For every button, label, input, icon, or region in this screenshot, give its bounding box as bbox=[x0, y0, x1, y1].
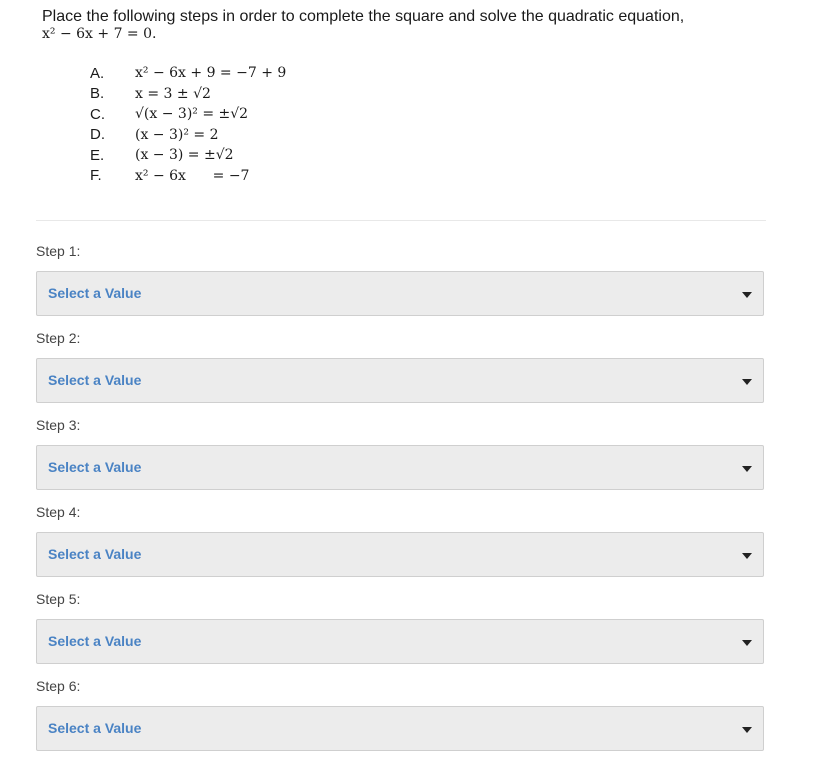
option-b bbox=[90, 84, 286, 105]
option-list bbox=[90, 63, 286, 186]
option-expression: √(x − 3)² = ±√2 bbox=[135, 106, 249, 123]
option-expression: (x − 3)² = 2 bbox=[135, 126, 219, 143]
option-expression: x = 3 ± √2 bbox=[135, 85, 211, 102]
option-letter: F. bbox=[90, 167, 102, 185]
step-6-select[interactable] bbox=[36, 706, 764, 751]
caret-down-icon bbox=[742, 640, 752, 646]
step-2-label: Step 2: bbox=[36, 330, 81, 346]
option-a bbox=[90, 63, 286, 84]
caret-down-icon bbox=[742, 553, 752, 559]
option-e bbox=[90, 145, 286, 166]
step-1-label: Step 1: bbox=[36, 243, 81, 259]
option-letter: D. bbox=[90, 126, 105, 144]
caret-down-icon bbox=[742, 727, 752, 733]
option-letter: A. bbox=[90, 64, 105, 82]
caret-down-icon bbox=[742, 379, 752, 385]
step-4-select[interactable] bbox=[36, 532, 764, 577]
select-value: Select a Value bbox=[48, 459, 142, 475]
step-1-select[interactable] bbox=[36, 271, 764, 316]
question-equation: x² − 6x + 7 = 0. bbox=[42, 26, 157, 42]
option-expression: x² − 6x = −7 bbox=[135, 167, 250, 184]
caret-down-icon bbox=[742, 292, 752, 298]
caret-down-icon bbox=[742, 466, 752, 472]
divider bbox=[36, 220, 766, 221]
option-expression: x² − 6x + 9 = −7 + 9 bbox=[135, 65, 287, 82]
select-value: Select a Value bbox=[48, 633, 142, 649]
select-value: Select a Value bbox=[48, 546, 142, 562]
select-value: Select a Value bbox=[48, 285, 142, 301]
step-3-label: Step 3: bbox=[36, 417, 81, 433]
step-5-label: Step 5: bbox=[36, 591, 81, 607]
option-letter: C. bbox=[90, 105, 105, 123]
step-4-label: Step 4: bbox=[36, 504, 81, 520]
step-6-label: Step 6: bbox=[36, 678, 81, 694]
step-3-select[interactable] bbox=[36, 445, 764, 490]
option-expression: (x − 3) = ±√2 bbox=[135, 147, 234, 164]
option-letter: E. bbox=[90, 146, 105, 164]
step-2-select[interactable] bbox=[36, 358, 764, 403]
option-letter: B. bbox=[90, 85, 105, 103]
select-value: Select a Value bbox=[48, 372, 142, 388]
option-c bbox=[90, 104, 286, 125]
option-d bbox=[90, 125, 286, 146]
select-value: Select a Value bbox=[48, 720, 142, 736]
option-f bbox=[90, 166, 286, 187]
question-prompt: Place the following steps in order to complete the square and solve the quadratic equation, bbox=[42, 8, 685, 25]
step-5-select[interactable] bbox=[36, 619, 764, 664]
